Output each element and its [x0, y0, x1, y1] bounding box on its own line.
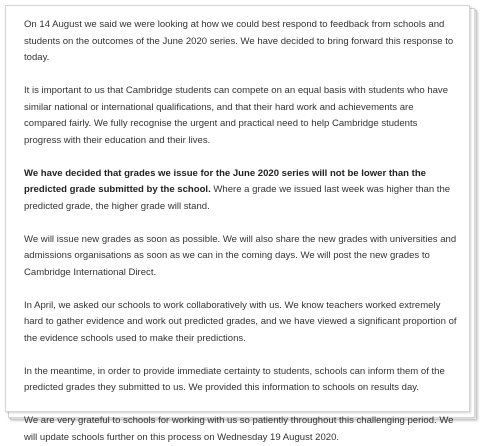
paragraph-intro: On 14 August we said we were looking at how we could best respond to feedback from schools and students on the outcomes of the June 2020 series. We have decided to bring forward this response to today.: [24, 19, 454, 63]
paragraph-april-collaboration: In April, we asked our schools to work collaboratively with us. We know teachers worked extremely hard to gather evidence and work out predicted grades, and we have viewed a significant proportion of the evidence schools used to make their predictions.: [24, 299, 457, 344]
paragraph-fair-comparison: It is important to us that Cambridge students can compete on an equal basis with students who have similar national or international qualifications, and that their hard work and achievements are compared fairly. We fully recognise the urgent and practical need to help Cambridge students progress with their education and their lives.: [24, 85, 449, 146]
statement-page: [5, 5, 470, 443]
grade-decision-bold: We have decided that grades we issue for the June 2020 series will not be lower than the predicted grade submitted by the school.: [24, 167, 426, 195]
paragraph-grade-decision: We have decided that grades we issue for the June 2020 series will not be lower than the predicted grade submitted by the school. Where a grade we issued last week was higher than the predicted grade, the higher grade will stand.: [24, 167, 451, 212]
paragraph-meantime: In the meantime, in order to provide immediate certainty to students, schools can inform them of the predicted grades they submitted to us. We provided this information to schools on results day.: [24, 365, 445, 393]
paragraph-new-grades: We will issue new grades as soon as possible. We will also share the new grades with universities and admissions organisations as soon as we can in the coming days. We will post the new grades to Cambridge International Direct.: [24, 233, 457, 278]
paragraph-thanks: We are very grateful to schools for working with us so patiently throughout this challenging period. We will update schools further on this process on Wednesday 19 August 2020.: [24, 415, 454, 443]
